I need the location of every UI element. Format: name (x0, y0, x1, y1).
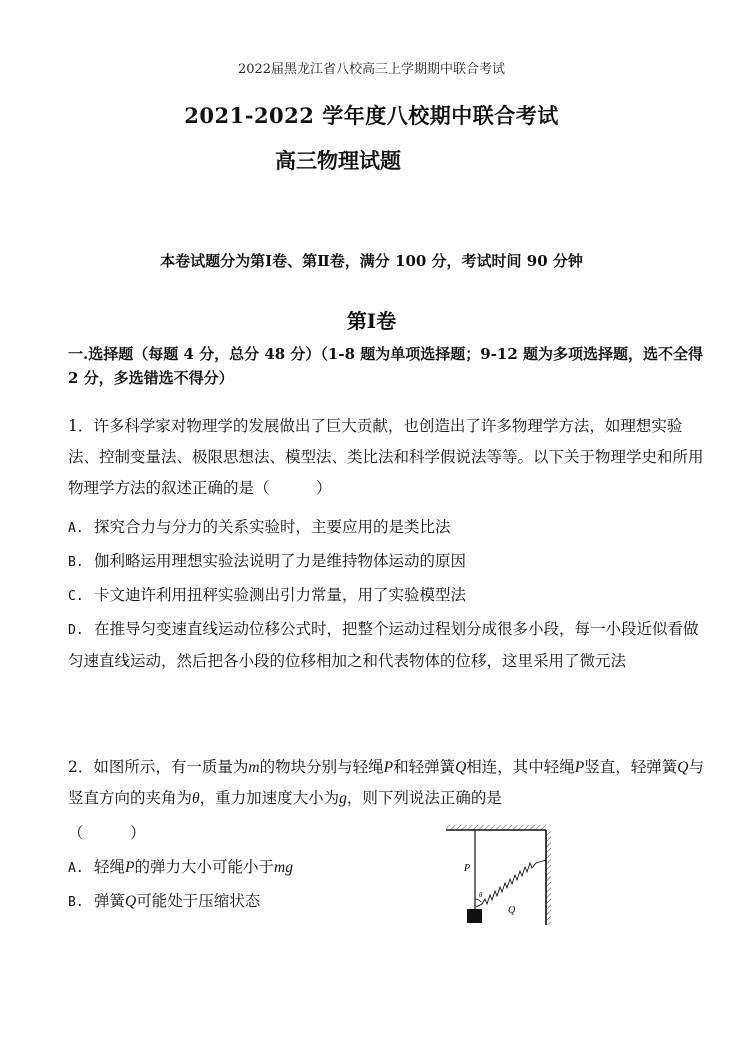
option-label: B. (68, 555, 84, 570)
var-m: m (248, 759, 260, 776)
stem-text: 竖直，轻弹簧 (584, 758, 678, 776)
stem-text: ，重力加速度大小为 (199, 789, 340, 807)
stem-text: ，则下列说法正确的是 (346, 789, 502, 807)
option-text: 在推导匀变速直线运动位移公式时，把整个运动过程划分成很多小段，每一小段近似看做匀速直线运动，然后把各小段的位移相加之和代表物体的位移，这里采用了微元法 (68, 620, 699, 670)
question-1-option-d (68, 614, 708, 677)
option-text: 伽利略运用理想实验法说明了力是维持物体运动的原因 (94, 552, 467, 570)
question-2-option-a (68, 852, 708, 884)
question-1-option-c (68, 580, 708, 612)
question-2-option-b (68, 886, 708, 918)
option-text: 轻绳 (94, 858, 126, 876)
option-label: A. (68, 861, 84, 876)
volume-heading: 第Ⅰ卷 (346, 309, 397, 333)
spring-rope-diagram (438, 825, 558, 935)
var-p: P (125, 859, 135, 876)
block-m (467, 909, 482, 923)
var-q: Q (677, 759, 689, 776)
exam-subtitle: 高三物理试题 (275, 148, 401, 173)
exam-info: 本卷试题分为第Ⅰ卷、第Ⅱ卷，满分 100 分，考试时间 90 分钟 (160, 252, 583, 270)
option-label: B. (68, 895, 84, 910)
option-text: 探究合力与分力的关系实验时，主要应用的是类比法 (94, 518, 451, 536)
question-1-option-b (68, 546, 708, 578)
question-2-blank: （ ） (68, 824, 146, 842)
exam-title: 2021-2022 学年度八校期中联合考试 (184, 103, 559, 128)
var-q: Q (125, 893, 137, 910)
option-text: 可能处于压缩状态 (136, 892, 261, 910)
stem-text: 相连，其中轻绳 (466, 758, 575, 776)
angle-arc (475, 899, 481, 902)
stem-text: 2．如图所示，有一质量为 (68, 758, 249, 776)
page-header: 2022届黑龙江省八校高三上学期期中联合考试 (237, 62, 506, 77)
label-p: P (464, 863, 471, 874)
var-q: Q (455, 759, 467, 776)
option-label: D. (68, 623, 84, 638)
stem-text: 与竖直方向的夹角为 (68, 758, 704, 807)
label-theta: θ (479, 891, 483, 899)
spring-q (476, 860, 546, 907)
stem-text: 和轻弹簧 (393, 758, 456, 776)
option-text: 的弹力大小可能小于 (134, 858, 274, 876)
var-p: P (383, 759, 394, 776)
section-instructions: 一.选择题（每题 4 分，总分 48 分）（1-8 题为单项选择题；9-12 题为多项选择题，选不全得 2 分，多选错选不得分） (68, 345, 704, 387)
var-theta: θ (192, 790, 200, 807)
question-1-option-a (68, 512, 708, 544)
option-text: 卡文迪许利用扭秤实验测出引力常量，用了实验模型法 (94, 586, 467, 604)
var-p: P (574, 759, 585, 776)
option-label: C. (68, 589, 84, 604)
var-mg: mg (274, 859, 293, 876)
var-g: g (339, 790, 347, 807)
label-q: Q (508, 905, 516, 916)
question-2-stem (68, 752, 708, 814)
stem-text: 的物块分别与轻绳 (259, 758, 384, 776)
option-label: A. (68, 521, 84, 536)
option-text: 弹簧 (94, 892, 126, 910)
question-1-stem: 1．许多科学家对物理学的发展做出了巨大贡献，也创造出了许多物理学方法，如理想实验法、控制变量法、极限思想法、模型法、类比法和科学假说法等等。以下关于物理学史和所用物理学方法的叙述正确的是（ ） (68, 417, 704, 497)
